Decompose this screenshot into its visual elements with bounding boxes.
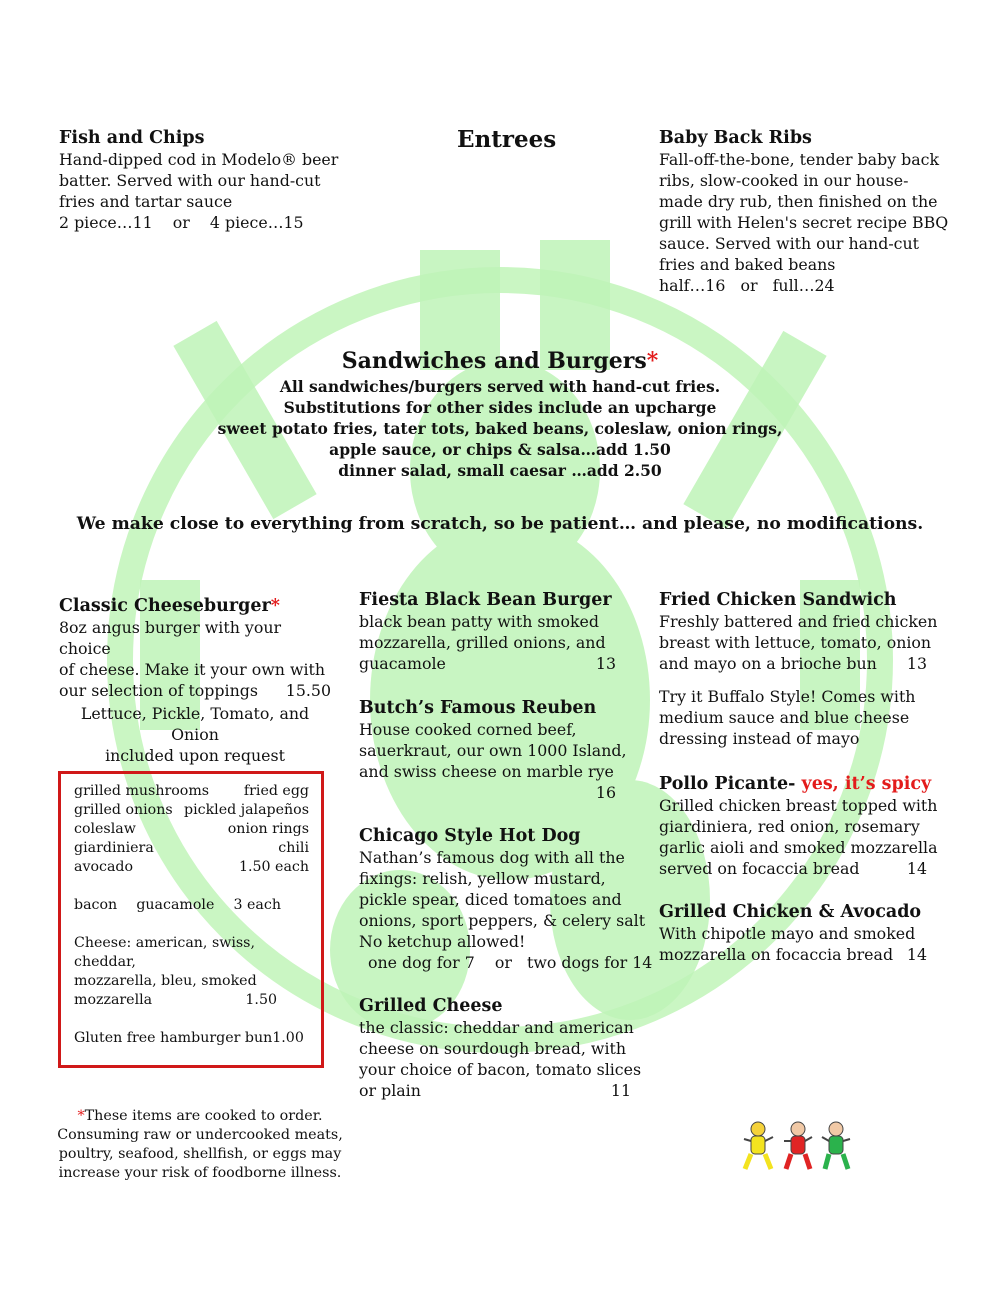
item-desc: made dry rub, then finished on the	[659, 192, 938, 211]
sandwiches-section	[100, 346, 900, 481]
item-desc: batter. Served with our hand-cut	[59, 171, 321, 190]
item-desc: of cheese. Make it your own with	[59, 660, 326, 679]
topping-row: grilled mushrooms fried egg	[74, 783, 309, 799]
item-desc: your choice of bacon, tomato slices	[359, 1060, 642, 1079]
item-desc-last: and mayo on a brioche bun 13	[659, 654, 927, 673]
buffalo-note: dressing instead of mayo	[659, 729, 860, 748]
sides-note: Substitutions for other sides include an upcharge	[283, 398, 717, 417]
item-desc-last: guacamole 13	[359, 654, 616, 673]
item-desc: fries and baked beans	[659, 255, 836, 274]
toppings-box	[58, 771, 324, 1068]
item-price: 11	[610, 1081, 631, 1100]
item-desc: sauce. Served with our hand-cut	[659, 234, 920, 253]
item-price: 15.50	[285, 681, 331, 700]
item-desc: With chipotle mayo and smoked	[659, 924, 916, 943]
green-leprechaun-icon	[822, 1122, 850, 1169]
topping-row: coleslaw onion rings	[74, 821, 309, 837]
item-desc: Nathan’s famous dog with all the	[359, 848, 625, 867]
item-fried-chicken-sandwich	[659, 590, 938, 749]
scratch-notice: We make close to everything from scratch, so be patient… and please, no modifications.	[76, 514, 924, 534]
item-name: Fiesta Black Bean Burger	[359, 590, 612, 610]
item-desc: garlic aioli and smoked mozzarella	[659, 838, 938, 857]
cheese-price-row: mozzarella 1.50	[74, 992, 277, 1008]
item-baby-back-ribs	[659, 128, 959, 296]
item-desc: grill with Helen's secret recipe BBQ	[659, 213, 949, 232]
item-price: one dog for 7 or two dogs for 14	[368, 953, 653, 972]
item-butchs-famous-reuben	[359, 698, 627, 803]
item-desc: Fall-off-the-bone, tender baby back	[659, 150, 940, 169]
item-price: 2 piece…11 or 4 piece…15	[59, 213, 304, 232]
topping-row: bacon guacamole 3 each	[74, 897, 281, 913]
toppings-note: Lettuce, Pickle, Tomato, and Onion included upon request	[80, 704, 310, 765]
asterisk: *	[646, 348, 659, 374]
item-name: Grilled Cheese	[359, 996, 503, 1016]
item-price: 14	[906, 859, 927, 878]
item-desc-last: or plain 11	[359, 1081, 631, 1100]
item-desc: fries and tartar sauce	[59, 192, 233, 211]
topping-row: grilled onions pickled jalapeños	[74, 802, 309, 818]
item-grilled-cheese	[359, 996, 642, 1101]
item-desc: pickle spear, diced tomatoes and	[359, 890, 622, 909]
item-classic-cheeseburger	[59, 596, 331, 701]
item-chicago-style-hot-dog	[359, 826, 653, 973]
item-desc: the classic: cheddar and american	[359, 1018, 634, 1037]
item-name: Fish and Chips	[59, 128, 205, 148]
item-price: 13	[595, 654, 616, 673]
asterisk: *	[77, 1108, 85, 1124]
item-desc: sauerkraut, our own 1000 Island,	[359, 741, 627, 760]
item-price: 16	[595, 783, 616, 802]
item-desc-last: our selection of toppings 15.50	[59, 681, 331, 700]
item-name: Chicago Style Hot Dog	[359, 826, 581, 846]
topping-row: avocado 1.50 each	[74, 859, 309, 875]
item-name: Classic Cheeseburger*	[59, 596, 280, 616]
gluten-free-row: Gluten free hamburger bun 1.00	[74, 1030, 304, 1046]
topping-row: giardiniera chili	[74, 840, 309, 856]
item-price: 13	[906, 654, 927, 673]
item-name: Pollo Picante- yes, it’s spicy	[659, 774, 932, 794]
asterisk: *	[270, 596, 280, 616]
item-desc: and swiss cheese on marble rye	[359, 762, 614, 781]
item-desc: Grilled chicken breast topped with	[659, 796, 938, 815]
sides-note: apple sauce, or chips & salsa…add 1.50	[329, 440, 671, 459]
item-fish-and-chips	[59, 128, 349, 233]
buffalo-note: Try it Buffalo Style! Comes with	[659, 687, 916, 706]
item-desc: mozzarella, grilled onions, and	[359, 633, 606, 652]
item-desc: fixings: relish, yellow mustard,	[359, 869, 606, 888]
item-name: Grilled Chicken & Avocado	[659, 902, 922, 922]
item-fiesta-black-bean-burger	[359, 590, 616, 674]
item-desc: Freshly battered and fried chicken	[659, 612, 938, 631]
item-name: Butch’s Famous Reuben	[359, 698, 597, 718]
buffalo-note: medium sauce and blue cheese	[659, 708, 910, 727]
item-grilled-chicken-avocado	[659, 902, 927, 965]
item-desc: ribs, slow-cooked in our house-	[659, 171, 909, 190]
sides-note: All sandwiches/burgers served with hand-cut fries.	[279, 377, 721, 396]
item-desc: 8oz angus burger with your choice	[59, 618, 282, 658]
item-name: Fried Chicken Sandwich	[659, 590, 897, 610]
food-safety-disclaimer: *These items are cooked to order. Consuming raw or undercooked meats, poultry, seafood, shellfish, or eggs may increase your risk of foodborne illness.	[57, 1108, 343, 1181]
item-pollo-picante	[659, 774, 938, 879]
sides-note: dinner salad, small caesar …add 2.50	[338, 461, 662, 480]
sides-note: sweet potato fries, tater tots, baked beans, coleslaw, onion rings,	[217, 419, 783, 438]
entrees-title: Entrees	[457, 126, 557, 153]
item-price: 14	[906, 945, 927, 964]
item-desc: cheese on sourdough bread, with	[359, 1039, 627, 1058]
item-desc-last: mozzarella on focaccia bread 14	[659, 945, 927, 964]
item-name: Baby Back Ribs	[659, 128, 812, 148]
item-desc: breast with lettuce, tomato, onion	[659, 633, 932, 652]
yellow-leprechaun-icon	[744, 1122, 773, 1169]
item-desc: giardiniera, red onion, rosemary	[659, 817, 920, 836]
leprechauns-illustration	[740, 1115, 855, 1175]
cheese-options: mozzarella, bleu, smoked	[74, 973, 257, 989]
spicy-note: yes, it’s spicy	[801, 774, 932, 794]
item-desc-last: served on focaccia bread 14	[659, 859, 927, 878]
cheese-options: Cheese: american, swiss, cheddar,	[74, 935, 255, 970]
item-desc: onions, sport peppers, & celery salt	[359, 911, 646, 930]
item-desc: House cooked corned beef,	[359, 720, 577, 739]
item-desc: No ketchup allowed!	[359, 932, 526, 951]
item-desc: black bean patty with smoked	[359, 612, 600, 631]
item-desc: Hand-dipped cod in Modelo® beer	[59, 150, 339, 169]
red-leprechaun-icon	[784, 1122, 812, 1169]
sandwiches-title: Sandwiches and Burgers*	[341, 348, 659, 374]
item-price: half…16 or full…24	[659, 276, 835, 295]
